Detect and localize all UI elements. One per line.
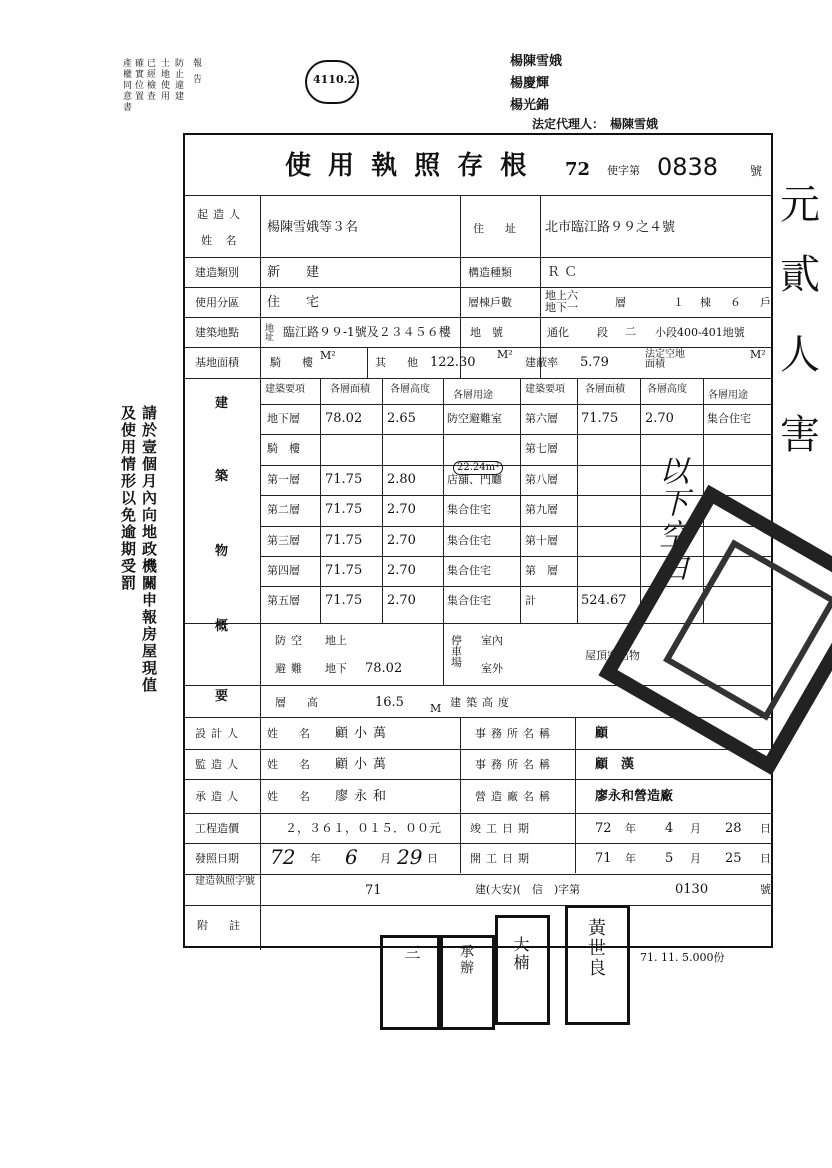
done-label: 竣工日期 (470, 822, 534, 835)
floor-left-use: 防空避難室 (447, 412, 502, 425)
floor-left-name: 地下層 (267, 412, 300, 425)
top-stamp-text: 4110.2 (313, 73, 356, 86)
floor-left-area: 71.75 (325, 563, 363, 578)
issue-year-unit: 年 (310, 852, 321, 865)
start-day: 25 (725, 851, 742, 866)
other-area-unit: M² (497, 348, 513, 361)
contractor-name: 廖永和 (335, 789, 393, 804)
handwritten-text: 以下空白 (653, 455, 688, 583)
rep-label: 法定代理人： (532, 117, 605, 131)
cert-word: 使字第 (607, 164, 640, 177)
floors-value: 地上六 地下一 (545, 289, 578, 314)
done-day-unit: 日 (760, 822, 771, 835)
left-side-note-text: 請於壹個月內向地政機關申報房屋現值及使用情形以免逾期受罰 (119, 405, 158, 694)
owner-label-1: 起造人 (197, 208, 245, 221)
approval-box-1 (380, 935, 440, 1030)
start-month-unit: 月 (690, 852, 701, 865)
floor-left-area: 71.75 (325, 502, 363, 518)
applicant-1: 楊陳雪娥 (510, 54, 563, 69)
contractor-name-label: 姓 名 (267, 790, 315, 803)
site-sub: 二 (625, 325, 636, 338)
floor-left-height: 2.70 (387, 563, 416, 578)
rep-name: 楊陳雪娥 (610, 117, 659, 131)
col-use: 各層用途 (453, 390, 493, 401)
floor-left-use: 集合住宅 (447, 594, 491, 608)
cert-suffix: 號 (750, 164, 763, 178)
site-lot-label: 地 號 (470, 326, 503, 339)
cert-year: 72 (565, 159, 591, 180)
floor-left-name: 第一層 (267, 472, 300, 486)
done-month: 4 (665, 821, 674, 836)
col-height-r: 各層高度 (647, 384, 687, 395)
struct-value: Ｒ Ｃ (547, 265, 578, 280)
build-category-value: 新 建 (267, 265, 320, 280)
top-stamp-mark (305, 60, 359, 104)
coverage-value: 5.79 (580, 355, 609, 370)
parking-indoor: 室內 (481, 634, 503, 647)
approval-text-3: 大楠 (511, 936, 530, 972)
floor-right-name: 第 層 (525, 564, 558, 577)
summary-char-1: 建 (215, 396, 229, 411)
start-year: 71 (595, 851, 612, 866)
cert-number: 0838 (657, 153, 719, 181)
floor-left-use: 集合住宅 (447, 503, 491, 517)
issue-month-unit: 月 (380, 852, 391, 865)
arcade-unit: M² (320, 349, 336, 362)
floor-left-name: 騎 樓 (267, 442, 300, 456)
floor-left-height: 2.70 (387, 593, 416, 609)
issue-label: 發照日期 (195, 852, 239, 865)
floor-left-area: 71.75 (325, 471, 363, 487)
floor-left-name: 第三層 (267, 533, 300, 547)
permit-label: 建造執照字號 (195, 876, 255, 887)
contractor-firm: 廖永和營造廠 (595, 789, 674, 804)
notes-label: 附 註 (197, 919, 245, 932)
supervisor-office: 顧 漢 (595, 757, 635, 772)
floor-left-height: 2.65 (387, 411, 416, 426)
households: ６ (730, 296, 741, 309)
done-month-unit: 月 (690, 822, 701, 835)
owner-addr-label: 住 址 (473, 222, 521, 235)
supervisor-name-label: 姓 名 (267, 758, 315, 771)
approval-text-4: 黃世良 (585, 918, 606, 978)
form-title: 使 用 執 照 存 根 (285, 151, 531, 181)
right-char-3: 人 (780, 332, 820, 378)
site-addr-label: 地址 (263, 323, 273, 341)
floor-left-area: 71.75 (325, 593, 363, 609)
struct-label: 構造種類 (468, 266, 512, 279)
header-note-5: 防止違建 (173, 58, 183, 102)
permit-suffix: 號 (760, 883, 771, 896)
header-note-2: 確實位置 (133, 58, 143, 102)
owner-value: 楊陳雪娥等３名 (267, 220, 359, 235)
header-note-1: 產權同意書 (121, 58, 131, 113)
build-category-label: 建造類別 (195, 266, 239, 279)
site-lot-text: 小段400-401地號 (655, 326, 745, 339)
bldg-unit: 棟 (700, 296, 711, 309)
summary-char-5: 要 (215, 689, 229, 704)
start-month: 5 (665, 851, 674, 866)
done-day: 28 (725, 821, 742, 836)
use-zone-value: 住 宅 (267, 295, 320, 310)
floor-left-height: 2.70 (387, 532, 416, 548)
floor-right-name: 計 (525, 594, 536, 608)
col-area: 各層面積 (330, 384, 370, 395)
shelter-below-value: 78.02 (365, 661, 403, 676)
floor-left-name: 第五層 (267, 594, 300, 608)
floor-left-name: 第二層 (267, 503, 300, 517)
bldg-count: １ (673, 296, 684, 309)
floor-right-name: 第七層 (525, 442, 558, 456)
shelter-above: 地上 (325, 634, 347, 647)
shelter-label-1: 防空 (275, 634, 307, 647)
designer-role: 設計人 (195, 727, 243, 740)
col-item-r: 建築要項 (525, 384, 565, 395)
done-year: 72 (595, 821, 612, 836)
footer-print-note: 71. 11. 5.000份 (640, 951, 725, 964)
coverage-label: 建蔽率 (525, 356, 558, 369)
floor-right-name: 第十層 (525, 533, 558, 547)
approval-box-2 (440, 935, 495, 1030)
left-side-note (116, 405, 160, 705)
right-char-2: 貳 (780, 252, 820, 298)
summary-char-2: 築 (215, 469, 229, 484)
arcade-label: 騎 樓 (270, 356, 318, 369)
right-char-1: 元 (780, 182, 820, 228)
header-note-4: 土地使用 (159, 58, 169, 102)
floors-label: 層棟戶數 (468, 296, 512, 309)
cost-label: 工程造價 (195, 822, 239, 835)
open-space-unit: M² (750, 348, 766, 361)
start-day-unit: 日 (760, 852, 771, 865)
floors-unit: 層 (615, 296, 626, 309)
issue-year: 72 (270, 845, 296, 869)
start-year-unit: 年 (625, 852, 636, 865)
col-use-r: 各層用途 (708, 390, 748, 401)
area-label: 基地面積 (195, 356, 239, 369)
owner-addr-value: 北市臨江路９９之４號 (545, 220, 676, 235)
applicant-3: 楊光錦 (510, 98, 550, 113)
floor-left-use: 集合住宅 (447, 533, 491, 547)
approval-text-1: 三 (402, 944, 421, 962)
parking-outdoor: 室外 (481, 662, 503, 675)
households-unit: 戶 (760, 296, 771, 309)
right-char-4: 害 (780, 412, 820, 458)
open-space-label: 法定空地面積 (645, 349, 685, 370)
floor-left-use: 集合住宅 (447, 564, 491, 577)
storey-height-value: 16.5 (375, 695, 404, 710)
site-label: 建築地點 (195, 326, 239, 339)
contractor-firm-label: 營造廠名稱 (475, 790, 555, 803)
floor-left-height: 2.70 (387, 502, 416, 518)
floor-right-name: 第九層 (525, 503, 558, 517)
done-year-unit: 年 (625, 822, 636, 835)
issue-day-unit: 日 (427, 852, 438, 865)
floor-left-area: 71.75 (325, 532, 363, 548)
approval-box-3 (495, 915, 550, 1025)
issue-month: 6 (345, 845, 358, 869)
shelter-label-2: 避難 (275, 662, 307, 675)
cost-value: ２，３６１，０１５．００元 (285, 821, 442, 835)
site-section-unit: 段 (597, 326, 608, 339)
header-note-6: 報 告 (191, 58, 201, 85)
floor-right-area: 71.75 (581, 411, 619, 426)
storey-height-label: 層 高 (275, 696, 323, 709)
permit-text: 建(大安)( 信 )字第 (475, 883, 581, 896)
approval-text-2: 承辦 (458, 944, 474, 976)
use-zone-label: 使用分區 (195, 296, 239, 309)
floor-right-height: 2.70 (645, 411, 674, 426)
designer-name: 顧小萬 (335, 726, 393, 741)
floor-left-height: 2.80 (387, 471, 416, 487)
approval-stamps (380, 905, 630, 1035)
site-section: 通化 (547, 326, 569, 339)
other-area-label: 其 他 (375, 356, 423, 369)
permit-year: 71 (365, 883, 382, 898)
floor-right-name: 第八層 (525, 472, 558, 486)
designer-office-label: 事務所名稱 (475, 727, 555, 740)
header-note-3: 已經檢查 (145, 58, 155, 102)
floor-left-name: 第四層 (267, 564, 300, 577)
floor-right-name: 第六層 (525, 412, 558, 425)
site-addr-value: 臨江路９９-1號及２３４５６樓 (283, 325, 451, 339)
contractor-role: 承造人 (195, 790, 243, 803)
other-area-value: 122.30 (430, 355, 476, 370)
designer-office: 顧 (595, 726, 609, 741)
start-label: 開工日期 (470, 852, 534, 865)
supervisor-role: 監造人 (195, 758, 243, 771)
summary-char-4: 概 (215, 619, 229, 634)
supervisor-name: 顧小萬 (335, 757, 393, 772)
col-area-r: 各層面積 (585, 384, 625, 395)
col-item: 建築要項 (265, 384, 305, 395)
supervisor-office-label: 事務所名稱 (475, 758, 555, 771)
col-height: 各層高度 (390, 384, 430, 395)
floor-left-use: 店舖、門廳 (447, 472, 502, 486)
issue-day: 29 (397, 845, 423, 869)
floor-right-use: 集合住宅 (707, 412, 751, 425)
floor-right-area: 524.67 (581, 593, 627, 609)
floor-left-area: 78.02 (325, 411, 363, 426)
storey-height-unit: M (430, 702, 442, 715)
floor-1-note: 22.24m² (453, 461, 503, 475)
roof-label: 屋頂突出物 (585, 649, 640, 662)
owner-label-2: 姓 名 (201, 234, 242, 247)
approval-box-4 (565, 905, 630, 1025)
shelter-below: 地下 (325, 662, 347, 675)
designer-name-label: 姓 名 (267, 727, 315, 740)
permit-no: 0130 (675, 882, 709, 897)
bldg-height-label: 建築高度 (450, 696, 514, 709)
summary-char-3: 物 (215, 544, 229, 559)
applicant-2: 楊慶輝 (510, 76, 550, 91)
parking-label: 停車場 (451, 634, 462, 669)
